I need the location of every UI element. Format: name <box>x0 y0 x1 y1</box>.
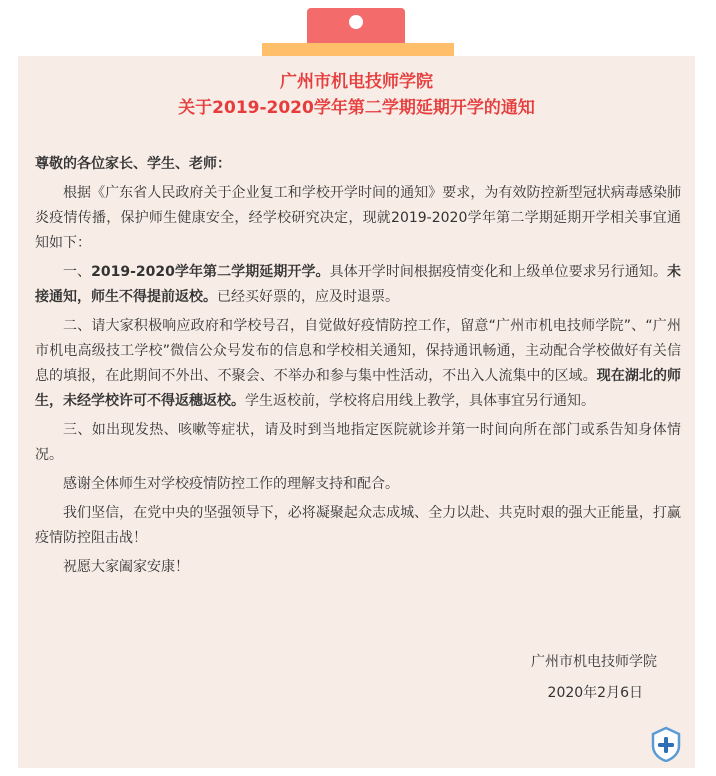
wish-paragraph: 祝愿大家阖家安康！ <box>63 559 189 575</box>
signature-org: 广州市机电技师学院 <box>531 654 657 670</box>
item-1-bold-b: 未接通知，师生不得提前返校。 <box>35 264 681 305</box>
item-3-paragraph: 三、如出现发热、咳嗽等症状，请及时到当地指定医院就诊并第一时间向所在部门或系告知身体情况。 <box>35 422 681 463</box>
notice-paper <box>18 56 695 768</box>
item-1-text-b: 已经买好票的，应及时退票。 <box>217 289 399 305</box>
item-2-text-a: 二、请大家积极响应政府和学校号召，自觉做好疫情防控工作，留意“广州市机电技师学院”、“广州市机电高级技工学校”微信公众号发布的信息和学校相关通知，保持通讯畅通，主动配合学校做好有关信息的填报，在此期间不外出、不聚会、不举办和参与集中性活动，不出入人流集中的区域。 <box>35 318 681 384</box>
notice-title-org: 广州市机电技师学院 <box>280 72 433 92</box>
item-1-paragraph <box>35 260 681 310</box>
notice-body <box>35 152 681 584</box>
header-tab-dot <box>349 15 363 29</box>
belief-paragraph: 我们坚信，在党中央的坚强领导下，必将凝聚起众志成城、全力以赴、共克时艰的强大正能量，打赢疫情防控阻击战！ <box>35 505 681 546</box>
item-1-text-a: 具体开学时间根据疫情变化和上级单位要求另行通知。 <box>329 264 667 280</box>
shield-plus-icon[interactable] <box>650 726 682 762</box>
signature-date: 2020年2月6日 <box>547 685 643 701</box>
intro-paragraph: 根据《广东省人民政府关于企业复工和学校开学时间的通知》要求，为有效防控新型冠状病毒感染肺炎疫情传播，保护师生健康安全，经学校研究决定，现就2019-2020学年第二学期延期开学相关事宜通知如下： <box>35 185 681 251</box>
item-1-prefix: 一、 <box>63 264 92 280</box>
salutation-text: 尊敬的各位家长、学生、老师： <box>35 156 231 172</box>
notice-title-subject: 关于2019-2020学年第二学期延期开学的通知 <box>178 98 535 118</box>
item-2-bold: 现在湖北的师生，未经学校许可不得返穗返校。 <box>35 368 682 409</box>
thanks-paragraph: 感谢全体师生对学校疫情防控工作的理解支持和配合。 <box>63 476 399 492</box>
item-2-text-b: 学生返校前，学校将启用线上教学，具体事宜另行通知。 <box>245 393 595 409</box>
item-2-paragraph <box>35 314 681 414</box>
salutation <box>35 152 681 177</box>
item-1-bold-a: 2019-2020学年第二学期延期开学。 <box>91 264 330 280</box>
